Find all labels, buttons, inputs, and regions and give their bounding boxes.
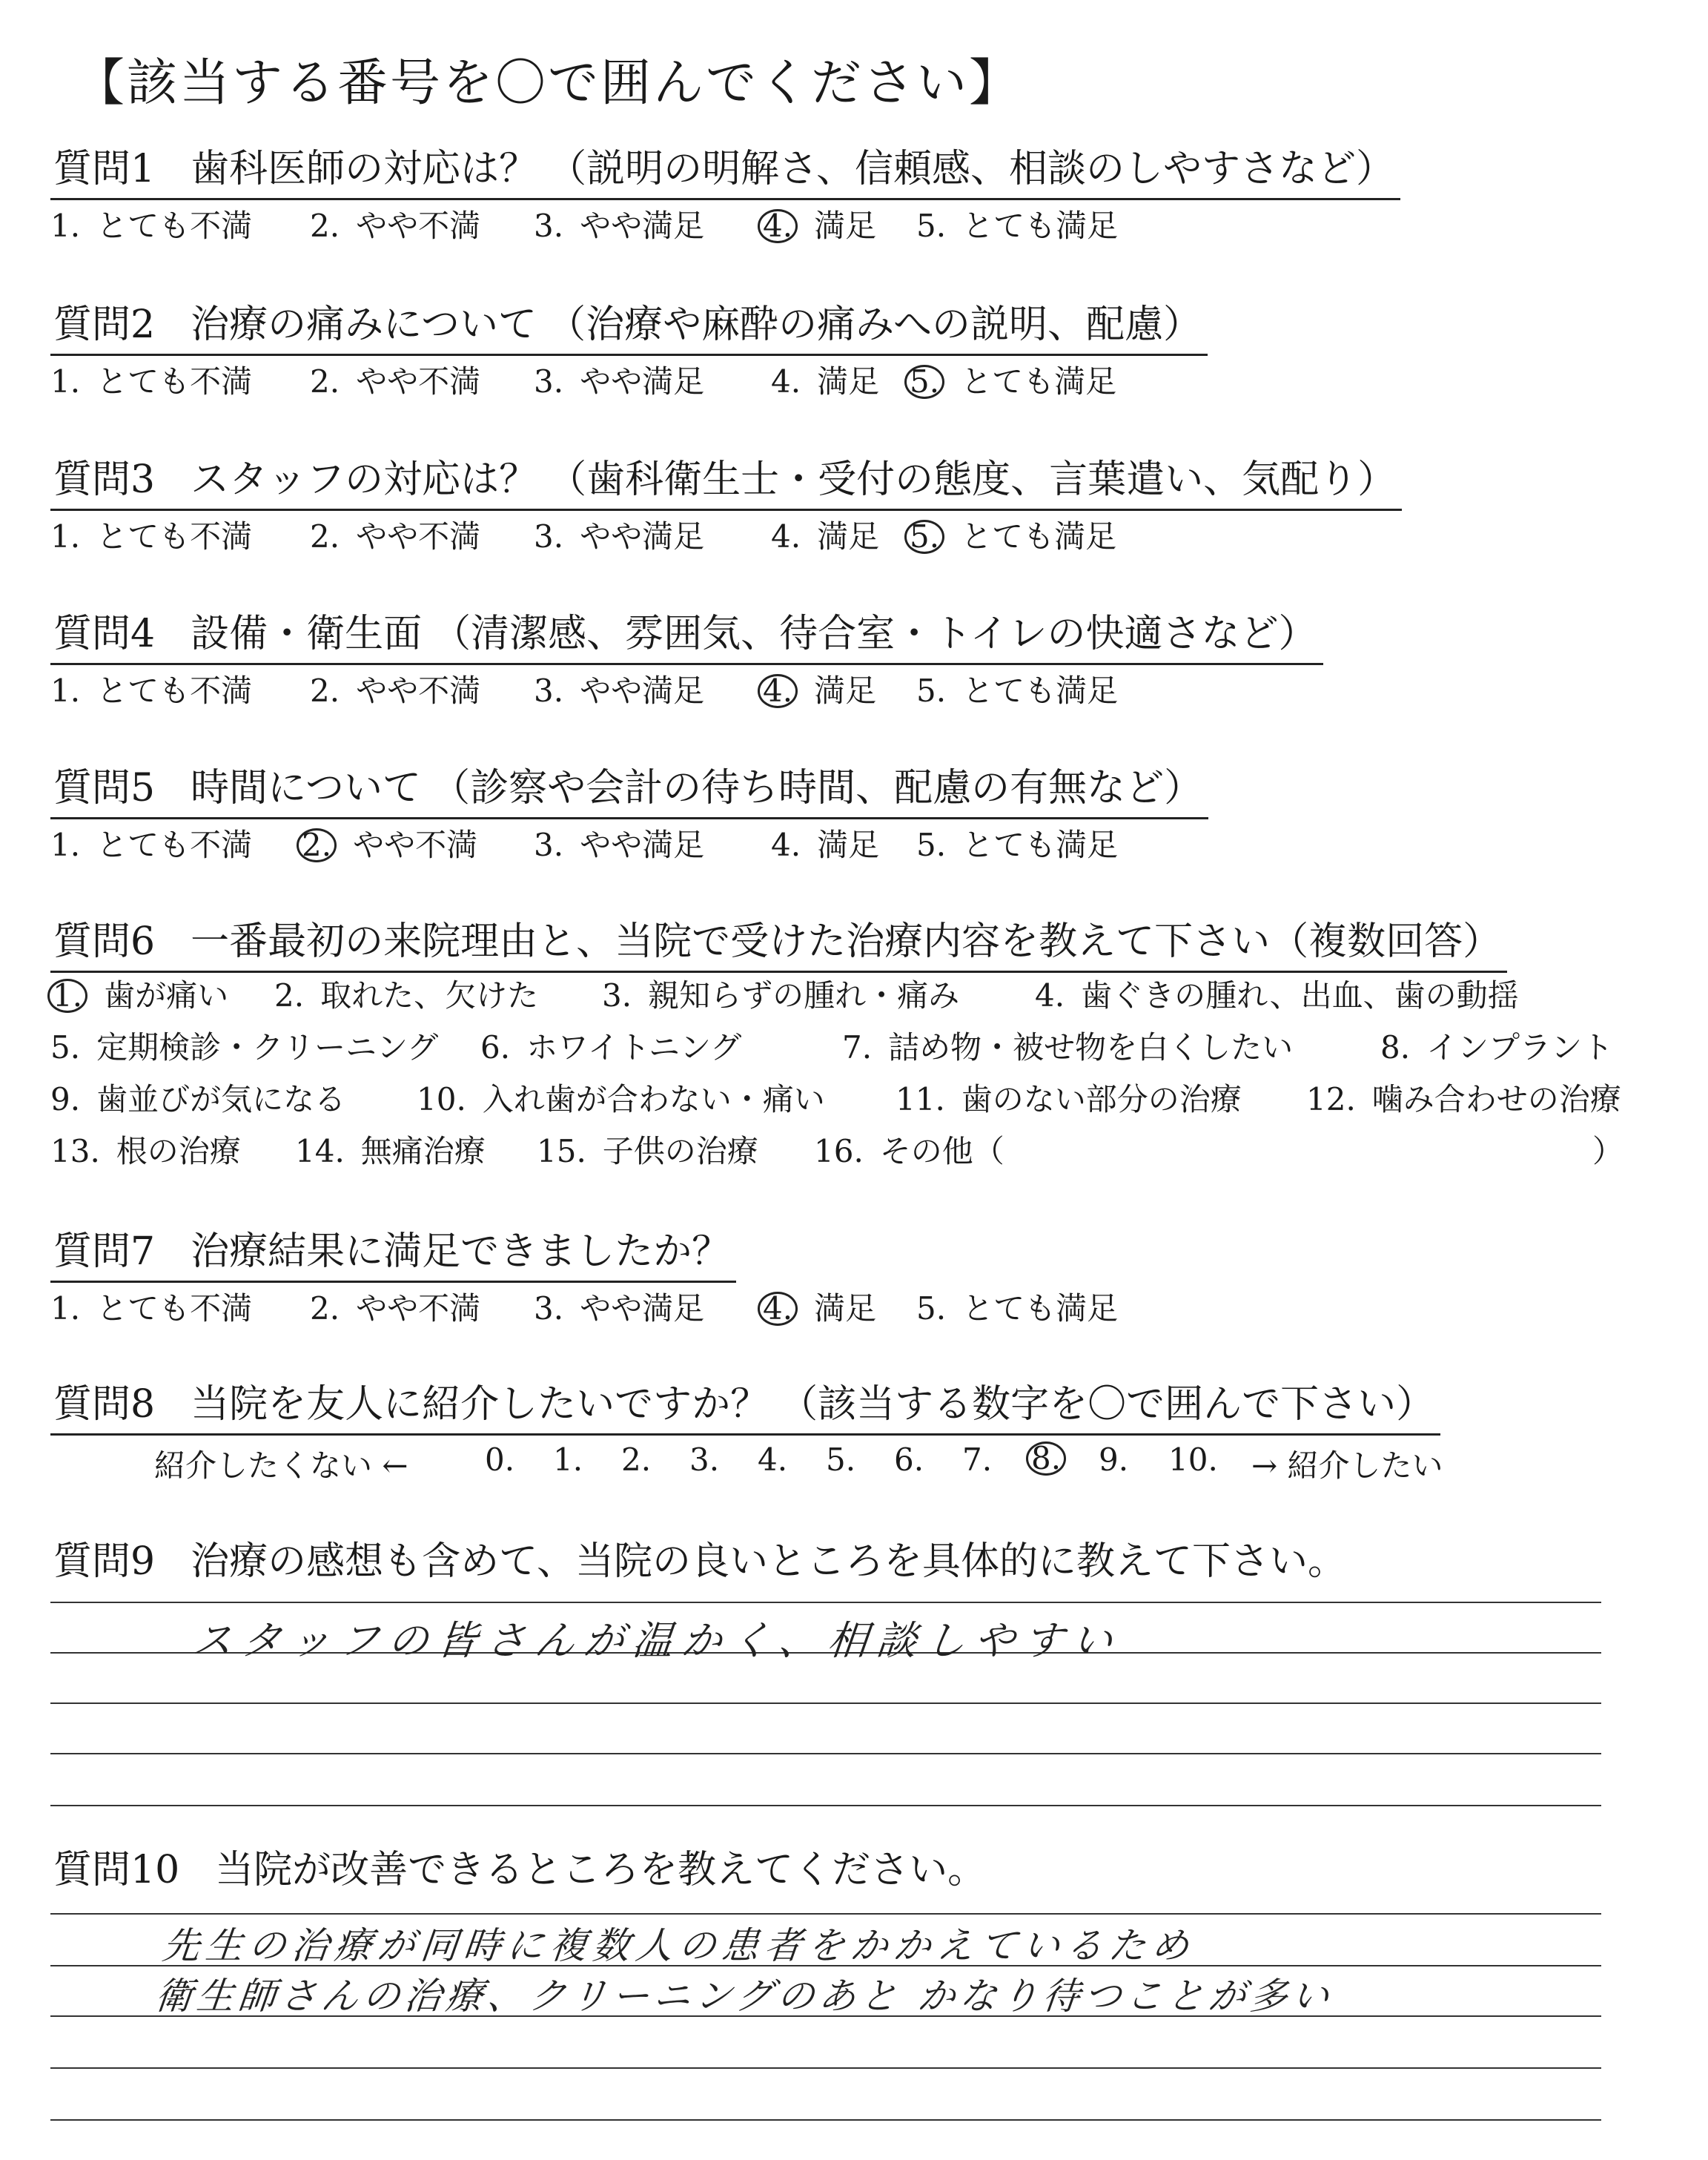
option-5[interactable]: 5. とても満足	[916, 827, 1119, 863]
question-9	[50, 1538, 1352, 1591]
option-5-selected[interactable]: 5. とても満足	[910, 362, 1116, 403]
score-10[interactable]: 10.	[1168, 1441, 1218, 1478]
question-3-options	[50, 517, 1402, 569]
question-2-options	[50, 362, 1208, 414]
option-1[interactable]: 1. とても不満	[50, 827, 253, 863]
option-5-selected[interactable]: 5. とても満足	[910, 517, 1116, 558]
question-1-text: 歯科医師の対応は？	[191, 147, 538, 191]
question-3	[50, 456, 1402, 569]
answer-line	[50, 2119, 1601, 2121]
reason-12[interactable]: 12. 噛み合わせの治療	[1306, 1081, 1621, 1117]
reason-3[interactable]: 3. 親知らずの腫れ・痛み	[602, 977, 960, 1014]
option-3[interactable]: 3. やや満足	[534, 208, 705, 244]
question-9-heading	[50, 1538, 1352, 1591]
reason-8[interactable]: 8. インプラント	[1380, 1029, 1614, 1066]
question-10-heading	[50, 1846, 992, 1899]
recommend-scale	[50, 1440, 1443, 1486]
option-3[interactable]: 3. やや満足	[534, 518, 705, 555]
question-10-text: 当院が改善できるところを教えてください。	[215, 1848, 987, 1892]
option-1[interactable]: 1. とても不満	[50, 208, 253, 244]
question-6	[50, 918, 1624, 1183]
question-8	[50, 1381, 1443, 1486]
question-8-text: 当院を友人に紹介したいですか？	[191, 1382, 769, 1427]
question-10-number: 質問10	[53, 1848, 180, 1892]
option-4-selected[interactable]: 4. 満足	[764, 206, 876, 247]
score-7[interactable]: 7.	[962, 1441, 993, 1478]
option-4-selected[interactable]: 4. 満足	[764, 1289, 876, 1330]
option-1[interactable]: 1. とても不満	[50, 1290, 253, 1327]
option-1[interactable]: 1. とても不満	[50, 518, 253, 555]
option-3[interactable]: 3. やや満足	[534, 363, 705, 400]
question-4-number: 質問4	[53, 612, 156, 656]
option-3[interactable]: 3. やや満足	[534, 1290, 705, 1327]
option-1[interactable]: 1. とても不満	[50, 363, 253, 400]
option-5[interactable]: 5. とても満足	[916, 208, 1119, 244]
reason-2[interactable]: 2. 取れた、欠けた	[274, 977, 539, 1014]
question-7-number: 質問7	[53, 1229, 156, 1274]
reason-11[interactable]: 11. 歯のない部分の治療	[896, 1081, 1242, 1117]
option-3[interactable]: 3. やや満足	[534, 827, 705, 863]
question-5-text: 時間について	[191, 766, 422, 810]
question-5-heading	[50, 764, 1208, 819]
reason-15[interactable]: 15. 子供の治療	[537, 1133, 758, 1169]
option-2[interactable]: 2. やや不満	[310, 363, 481, 400]
option-2[interactable]: 2. やや不満	[310, 208, 481, 244]
option-2[interactable]: 2. やや不満	[310, 673, 481, 709]
question-8-subtext: （該当する数字を〇で囲んで下さい）	[779, 1382, 1435, 1427]
question-8-number: 質問8	[53, 1382, 156, 1427]
selection-circle: 1.	[47, 979, 87, 1013]
selection-circle: 2.	[297, 828, 337, 862]
reason-13[interactable]: 13. 根の治療	[50, 1133, 241, 1169]
question-5-number: 質問5	[53, 766, 156, 810]
question-7-heading	[50, 1228, 736, 1283]
reason-10[interactable]: 10. 入れ歯が合わない・痛い	[417, 1081, 825, 1117]
question-5-options	[50, 825, 1208, 877]
answer-line	[50, 1805, 1601, 1806]
question-3-heading	[50, 456, 1402, 511]
question-8-heading	[50, 1381, 1440, 1436]
recommend-high-label: → 紹介したい	[1251, 1447, 1443, 1484]
question-3-text: スタッフの対応は？	[191, 458, 538, 502]
option-4[interactable]: 4. 満足	[771, 363, 880, 400]
selection-circle: 4.	[758, 1292, 798, 1326]
score-1[interactable]: 1.	[553, 1441, 583, 1478]
score-4[interactable]: 4.	[758, 1441, 788, 1478]
option-2-selected[interactable]: 2. やや不満	[302, 825, 477, 866]
question-2	[50, 301, 1208, 414]
selection-circle: 4.	[758, 674, 798, 708]
question-6-options	[50, 976, 1624, 1183]
question-1	[50, 145, 1400, 258]
score-8-selected[interactable]: 8.	[1026, 1441, 1066, 1476]
reason-9[interactable]: 9. 歯並びが気になる	[50, 1081, 346, 1117]
question-9-number: 質問9	[53, 1539, 156, 1584]
answer-line	[50, 1602, 1601, 1603]
question-2-text: 治療の痛みについて	[191, 303, 537, 347]
score-2[interactable]: 2.	[621, 1441, 652, 1478]
question-7-text: 治療結果に満足できましたか？	[191, 1229, 731, 1274]
score-0[interactable]: 0.	[485, 1441, 515, 1478]
reason-6[interactable]: 6. ホワイトニング	[480, 1029, 742, 1066]
answer-line	[50, 1913, 1601, 1915]
question-10-handwritten-answer-line-1[interactable]: 先生の治療が同時に複数人の患者をかかえているため	[160, 1924, 1197, 1967]
question-6-number: 質問6	[53, 919, 156, 964]
option-1[interactable]: 1. とても不満	[50, 673, 253, 709]
option-2[interactable]: 2. やや不満	[310, 518, 481, 555]
score-6[interactable]: 6.	[894, 1441, 924, 1478]
question-9-handwritten-answer[interactable]: スタッフの皆さんが温かく、相談しやすい	[190, 1617, 1124, 1664]
question-2-subtext: （治療や麻酔の痛みへの説明、配慮）	[547, 303, 1202, 347]
question-4-subtext: （清潔感、雰囲気、待合室・トイレの快適さなど）	[432, 612, 1317, 656]
score-9[interactable]: 9.	[1099, 1441, 1129, 1478]
option-4[interactable]: 4. 満足	[771, 827, 880, 863]
option-2[interactable]: 2. やや不満	[310, 1290, 481, 1327]
question-4-heading	[50, 610, 1323, 665]
reason-14[interactable]: 14. 無痛治療	[295, 1133, 486, 1169]
option-4[interactable]: 4. 満足	[771, 518, 880, 555]
question-6-heading	[50, 918, 1507, 973]
answer-line	[50, 2067, 1601, 2069]
selection-circle: 4.	[758, 209, 798, 243]
reason-7[interactable]: 7. 詰め物・被せ物を白くしたい	[842, 1029, 1294, 1066]
selection-circle: 5.	[904, 365, 944, 399]
question-2-number: 質問2	[53, 303, 156, 347]
question-4	[50, 610, 1323, 723]
reason-1-selected[interactable]: 1. 歯が痛い	[47, 976, 228, 1017]
recommend-low-label: 紹介したくない ←	[154, 1447, 408, 1484]
score-3[interactable]: 3.	[689, 1441, 720, 1478]
score-5[interactable]: 5.	[826, 1441, 856, 1478]
other-close-paren: ）	[1592, 1133, 1624, 1169]
question-3-subtext: （歯科衛生士・受付の態度、言葉遣い、気配り）	[548, 458, 1397, 502]
question-2-heading	[50, 301, 1208, 356]
selection-circle: 5.	[904, 520, 944, 554]
question-5	[50, 764, 1208, 877]
question-7	[50, 1228, 1119, 1341]
reason-4[interactable]: 4. 歯ぐきの腫れ、出血、歯の動揺	[1035, 977, 1519, 1014]
sheet-title: 【該当する番号を〇で囲んでください】	[74, 54, 1022, 113]
reason-16-other[interactable]: 16. その他（	[814, 1133, 1004, 1169]
option-3[interactable]: 3. やや満足	[534, 673, 705, 709]
option-5[interactable]: 5. とても満足	[916, 673, 1119, 709]
question-6-text: 一番最初の来院理由と、当院で受けた治療内容を教えて下さい（複数回答）	[191, 919, 1502, 964]
question-9-text: 治療の感想も含めて、当院の良いところを具体的に教えて下さい。	[191, 1539, 1347, 1584]
question-5-subtext: （診察や会計の待ち時間、配慮の有無など）	[431, 766, 1203, 810]
question-7-options	[50, 1289, 1119, 1341]
option-5[interactable]: 5. とても満足	[916, 1290, 1119, 1327]
question-1-number: 質問1	[53, 147, 156, 191]
option-4-selected[interactable]: 4. 満足	[764, 671, 876, 712]
question-3-number: 質問3	[53, 458, 156, 502]
question-4-text: 設備・衛生面	[191, 612, 423, 656]
reason-5[interactable]: 5. 定期検診・クリーニング	[50, 1029, 439, 1066]
answer-line	[50, 1753, 1601, 1754]
question-1-options	[50, 206, 1400, 258]
question-1-subtext: （説明の明解さ、信頼感、相談のしやすさなど）	[548, 147, 1395, 191]
question-4-options	[50, 671, 1323, 723]
question-1-heading	[50, 145, 1400, 200]
question-10	[50, 1846, 992, 1899]
answer-line	[50, 1702, 1601, 1704]
question-10-handwritten-answer-line-2[interactable]: 衛生師さんの治療、クリーニングのあと かなり待つことが多い	[153, 1975, 1336, 2018]
